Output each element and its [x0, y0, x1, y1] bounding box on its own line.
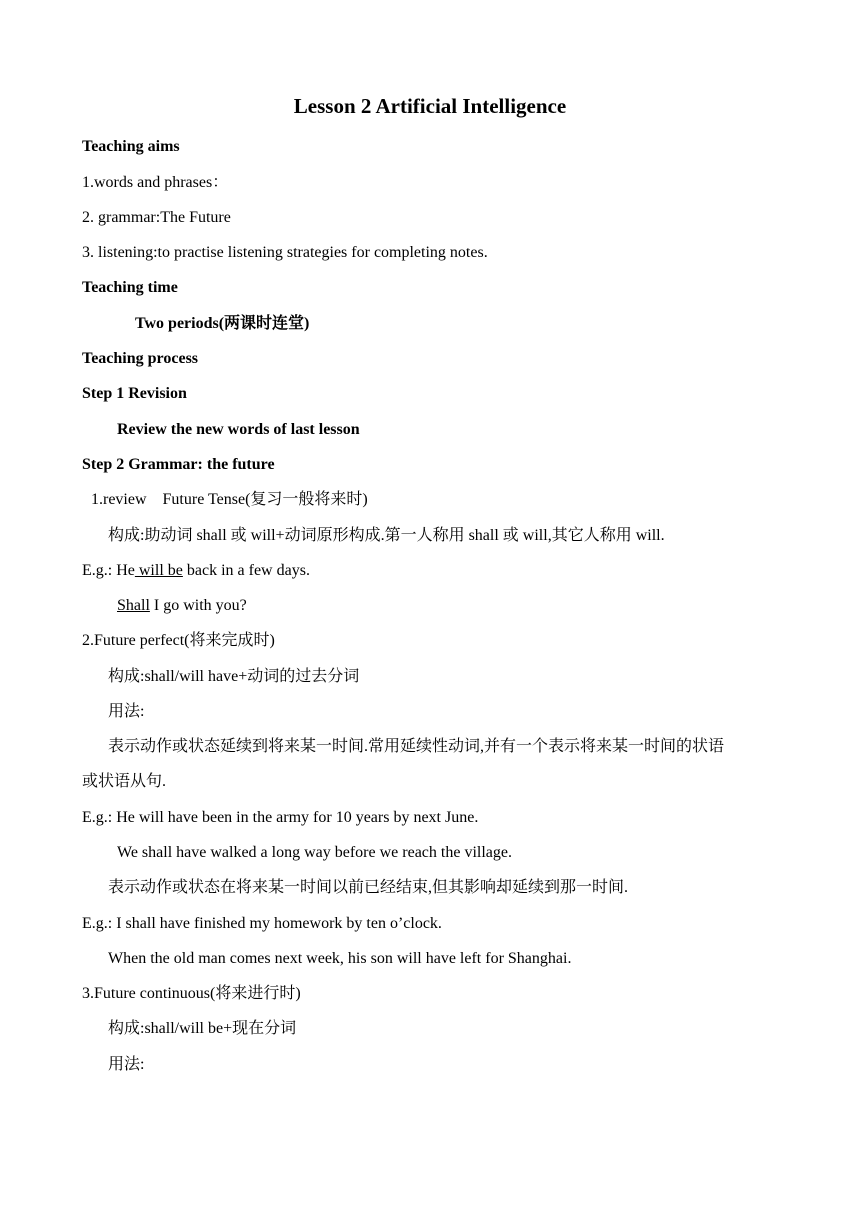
step1-text: Review the new words of last lesson	[117, 421, 360, 438]
usage-label-future-perfect: 用法:	[108, 703, 145, 720]
teaching-periods: Two periods(两课时连堂)	[135, 315, 310, 332]
example-army: E.g.: He will have been in the army for 10 years by next June.	[82, 809, 479, 826]
example-shall-suffix: I go with you?	[149, 597, 247, 614]
future-perfect-heading: 2.Future perfect(将来完成时)	[82, 632, 275, 649]
step1-heading: Step 1 Revision	[82, 385, 187, 402]
usage-future-perfect-line2: 或状语从句.	[82, 773, 167, 790]
future-continuous-heading: 3.Future continuous(将来进行时)	[82, 985, 301, 1002]
usage-label-future-continuous: 用法:	[108, 1056, 145, 1073]
example-prefix: E.g.: He	[82, 562, 135, 579]
teaching-time-heading: Teaching time	[82, 279, 178, 296]
structure-simple-future: 构成:助动词 shall 或 will+动词原形构成.第一人称用 shall 或 will,其它人称用 will.	[108, 527, 665, 544]
example-underlined-shall: Shall	[117, 597, 150, 614]
page-title: Lesson 2 Artificial Intelligence	[293, 94, 567, 118]
example-will-be	[82, 560, 310, 582]
usage-future-perfect-2: 表示动作或状态在将来某一时间以前已经结束,但其影响却延续到那一时间.	[108, 879, 629, 896]
teaching-process-heading: Teaching process	[82, 350, 199, 367]
example-village: We shall have walked a long way before we reach the village.	[117, 844, 512, 861]
example-shanghai: When the old man comes next week, his son will have left for Shanghai.	[108, 950, 572, 967]
teaching-aims-heading: Teaching aims	[82, 138, 180, 155]
structure-future-continuous: 构成:shall/will be+现在分词	[108, 1020, 297, 1037]
step2-heading: Step 2 Grammar: the future	[82, 456, 275, 473]
review-future-tense: 1.review Future Tense(复习一般将来时)	[91, 491, 368, 508]
structure-future-perfect: 构成:shall/will have+动词的过去分词	[108, 668, 360, 685]
aim-grammar: 2. grammar:The Future	[82, 209, 231, 226]
example-homework: E.g.: I shall have finished my homework by ten o’clock.	[82, 915, 442, 932]
aim-listening: 3. listening:to practise listening strategies for completing notes.	[82, 244, 488, 261]
example-underlined-will-be: will be	[134, 562, 183, 579]
example-suffix: back in a few days.	[182, 562, 310, 579]
usage-future-perfect-line1: 表示动作或状态延续到将来某一时间.常用延续性动词,并有一个表示将来某一时间的状语	[108, 738, 725, 755]
example-shall	[117, 595, 247, 617]
aim-words-phrases: 1.words and phrases：	[82, 174, 229, 191]
